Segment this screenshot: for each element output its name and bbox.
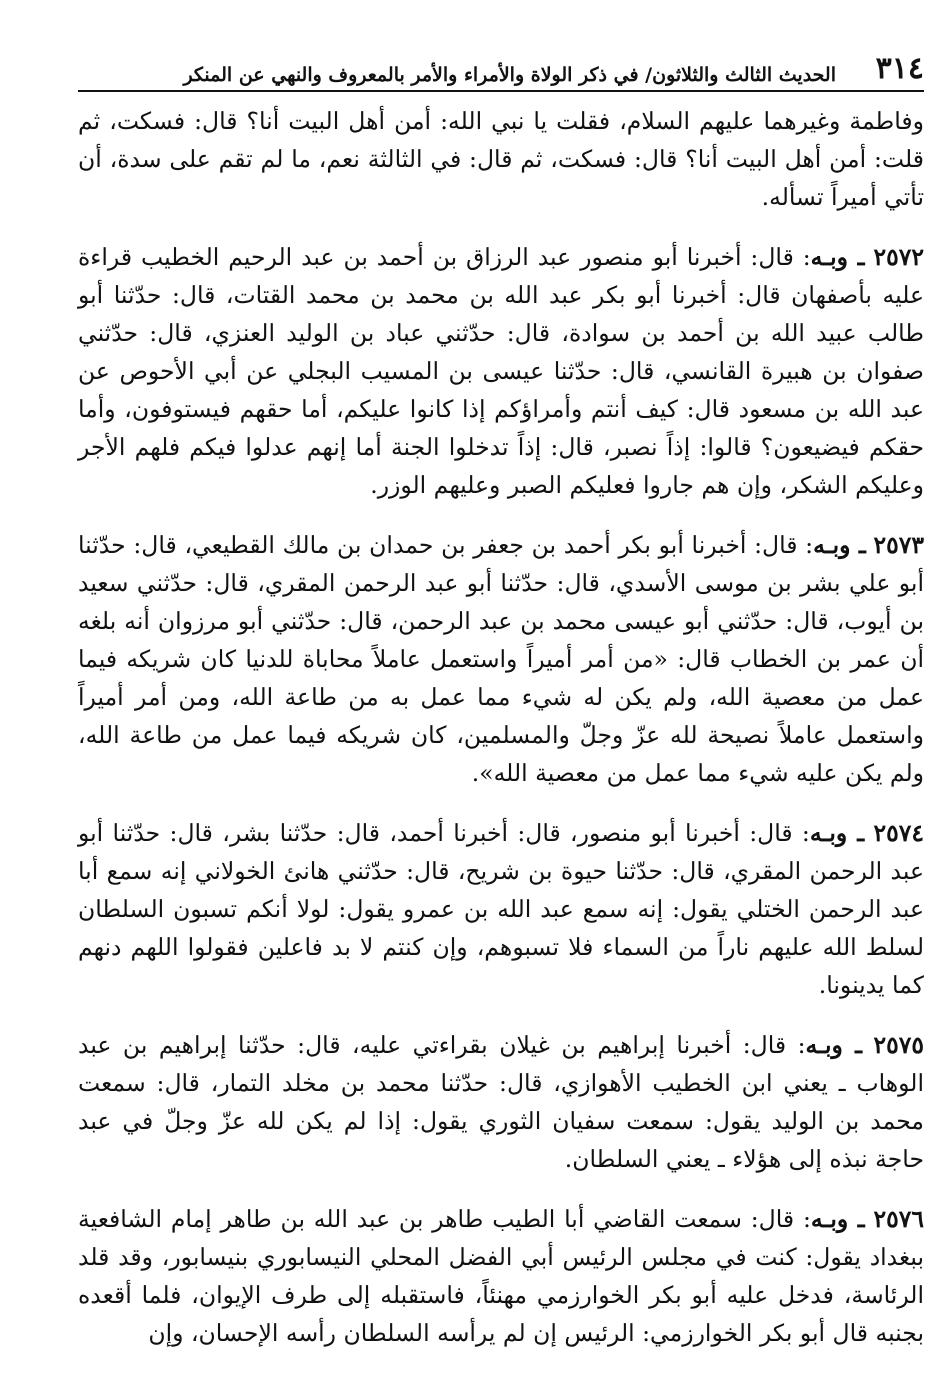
hadith-number: ٢٥٧٦ xyxy=(873,1205,924,1233)
hadith-lead: ـ وبـه xyxy=(810,1205,865,1233)
hadith-lead: ـ وبـه xyxy=(809,819,865,847)
running-title: الحديث الثالث والثلاثون/ في ذكر الولاة والأمراء والأمر بالمعروف والنهي عن المنكر xyxy=(183,64,836,86)
header-rule xyxy=(78,90,924,92)
hadith-number: ٢٥٧٢ xyxy=(873,243,924,271)
hadith-lead: ـ وبـه xyxy=(805,1031,862,1059)
hadith-text: : قال: أخبرنا أبو منصور عبد الرزاق بن أحمد بن عبد الرحيم الخطيب قراءة عليه بأصفهان قال: أخبرنا أبو بكر عبد الله بن محمد بن محمد القتات، قال: حدّثنا أبو طالب عبيد الله بن أحمد بن سوادة، قال: حدّثني عباد بن الوليد العنزي، قال: حدّثني صفوان بن هبيرة القانسي، قال: حدّثنا عيسى بن المسيب البجلي عن أبي الأحوص عن عبد الله بن مسعود قال: كيف أنتم وأمراؤكم إذا كانوا عليكم، أما حقهم فيستوفون، وأما حقكم فيضيعون؟ قالوا: إذاً نصبر، قال: إذاً تدخلوا الجنة أما إنهم عدلوا فيكم فلهم الأجر وعليكم الشكر، وإن هم جاروا فعليكم الصبر وعليهم الوزر. xyxy=(78,243,924,499)
hadith-text: : قال: أخبرنا أبو بكر أحمد بن جعفر بن حمدان بن مالك القطيعي، قال: حدّثنا أبو علي بشر بن موسى الأسدي، قال: حدّثنا أبو عبد الرحمن المقري، قال: حدّثني سعيد بن أيوب، قال: حدّثني أبو عيسى محمد بن عبد الرحمن، قال: حدّثني أبو مرزوان أنه بلغه أن عمر بن الخطاب قال: «من أمر أميراً واستعمل عاملاً محاباة للدنيا كان شريكه فيما عمل من معصية الله، ولم يكن له شيء مما عمل به من طاعة الله، ومن أمر أميراً واستعمل عاملاً نصيحة لله عزّ وجلّ والمسلمين، كان شريكه فيما عمل من طاعة الله، ولم يكن عليه شيء مما عمل من معصية الله». xyxy=(78,531,924,787)
hadith-2576 xyxy=(78,1200,924,1352)
page-number: ٣١٤ xyxy=(875,51,924,86)
hadith-2574 xyxy=(78,814,924,1004)
hadith-2573 xyxy=(78,526,924,792)
page-header xyxy=(78,50,924,90)
hadith-lead: ـ وبـه xyxy=(810,243,865,271)
hadith-lead: ـ وبـه xyxy=(813,531,866,559)
hadith-number: ٢٥٧٣ xyxy=(873,531,924,559)
hadith-2575 xyxy=(78,1026,924,1178)
hadith-number: ٢٥٧٤ xyxy=(873,819,924,847)
paragraph-continuation xyxy=(78,102,924,216)
hadith-2572 xyxy=(78,238,924,504)
hadith-text: : قال: سمعت القاضي أبا الطيب طاهر بن عبد الله بن طاهر إمام الشافعية ببغداد يقول: كنت في مجلس الرئيس أبي الفضل المحلي النيسابوري بنيسابور، وقد قلد الرئاسة، فدخل عليه أبو بكر الخوارزمي مهنئاً، فاستقبله إلى طرف الإيوان، فلما أقعده بجنبه قال أبو بكر الخوارزمي: الرئيس إن لم يرأسه السلطان رأسه الإحسان، وإن xyxy=(78,1205,924,1347)
paragraph-text: وفاطمة وغيرهما عليهم السلام، فقلت يا نبي الله: أمن أهل البيت أنا؟ قال: فسكت، ثم قلت: أمن أهل البيت أنا؟ قال: فسكت، ثم قال: في الثالثة نعم، ما لم تقم على سدة، أن تأتي أميراً تسأله. xyxy=(78,107,924,211)
hadith-number: ٢٥٧٥ xyxy=(873,1031,924,1059)
page-body xyxy=(78,102,924,1352)
hadith-text: : قال: أخبرنا أبو منصور، قال: أخبرنا أحمد، قال: حدّثنا بشر، قال: حدّثنا أبو عبد الرحمن المقري، قال: حدّثنا حيوة بن شريح، قال: حدّثني هانئ الخولاني إنه سمع أبا عبد الرحمن الختلي يقول: إنه سمع عبد الله بن عمرو يقول: لولا أنكم تسبون السلطان لسلط الله عليهم ناراً من السماء فلا تسبوهم، وإن كنتم لا بد فاعلين فقولوا اللهم دنهم كما يدينونا. xyxy=(78,819,924,999)
hadith-text: : قال: أخبرنا إبراهيم بن غيلان بقراءتي عليه، قال: حدّثنا إبراهيم بن عبد الوهاب ـ يعني ابن الخطيب الأهوازي، قال: حدّثنا محمد بن مخلد التمار، قال: سمعت محمد بن الوليد يقول: سمعت سفيان الثوري يقول: إذا لم يكن لله عزّ وجلّ في عبد حاجة نبذه إلى هؤلاء ـ يعني السلطان. xyxy=(78,1031,924,1173)
book-page xyxy=(78,50,924,1350)
